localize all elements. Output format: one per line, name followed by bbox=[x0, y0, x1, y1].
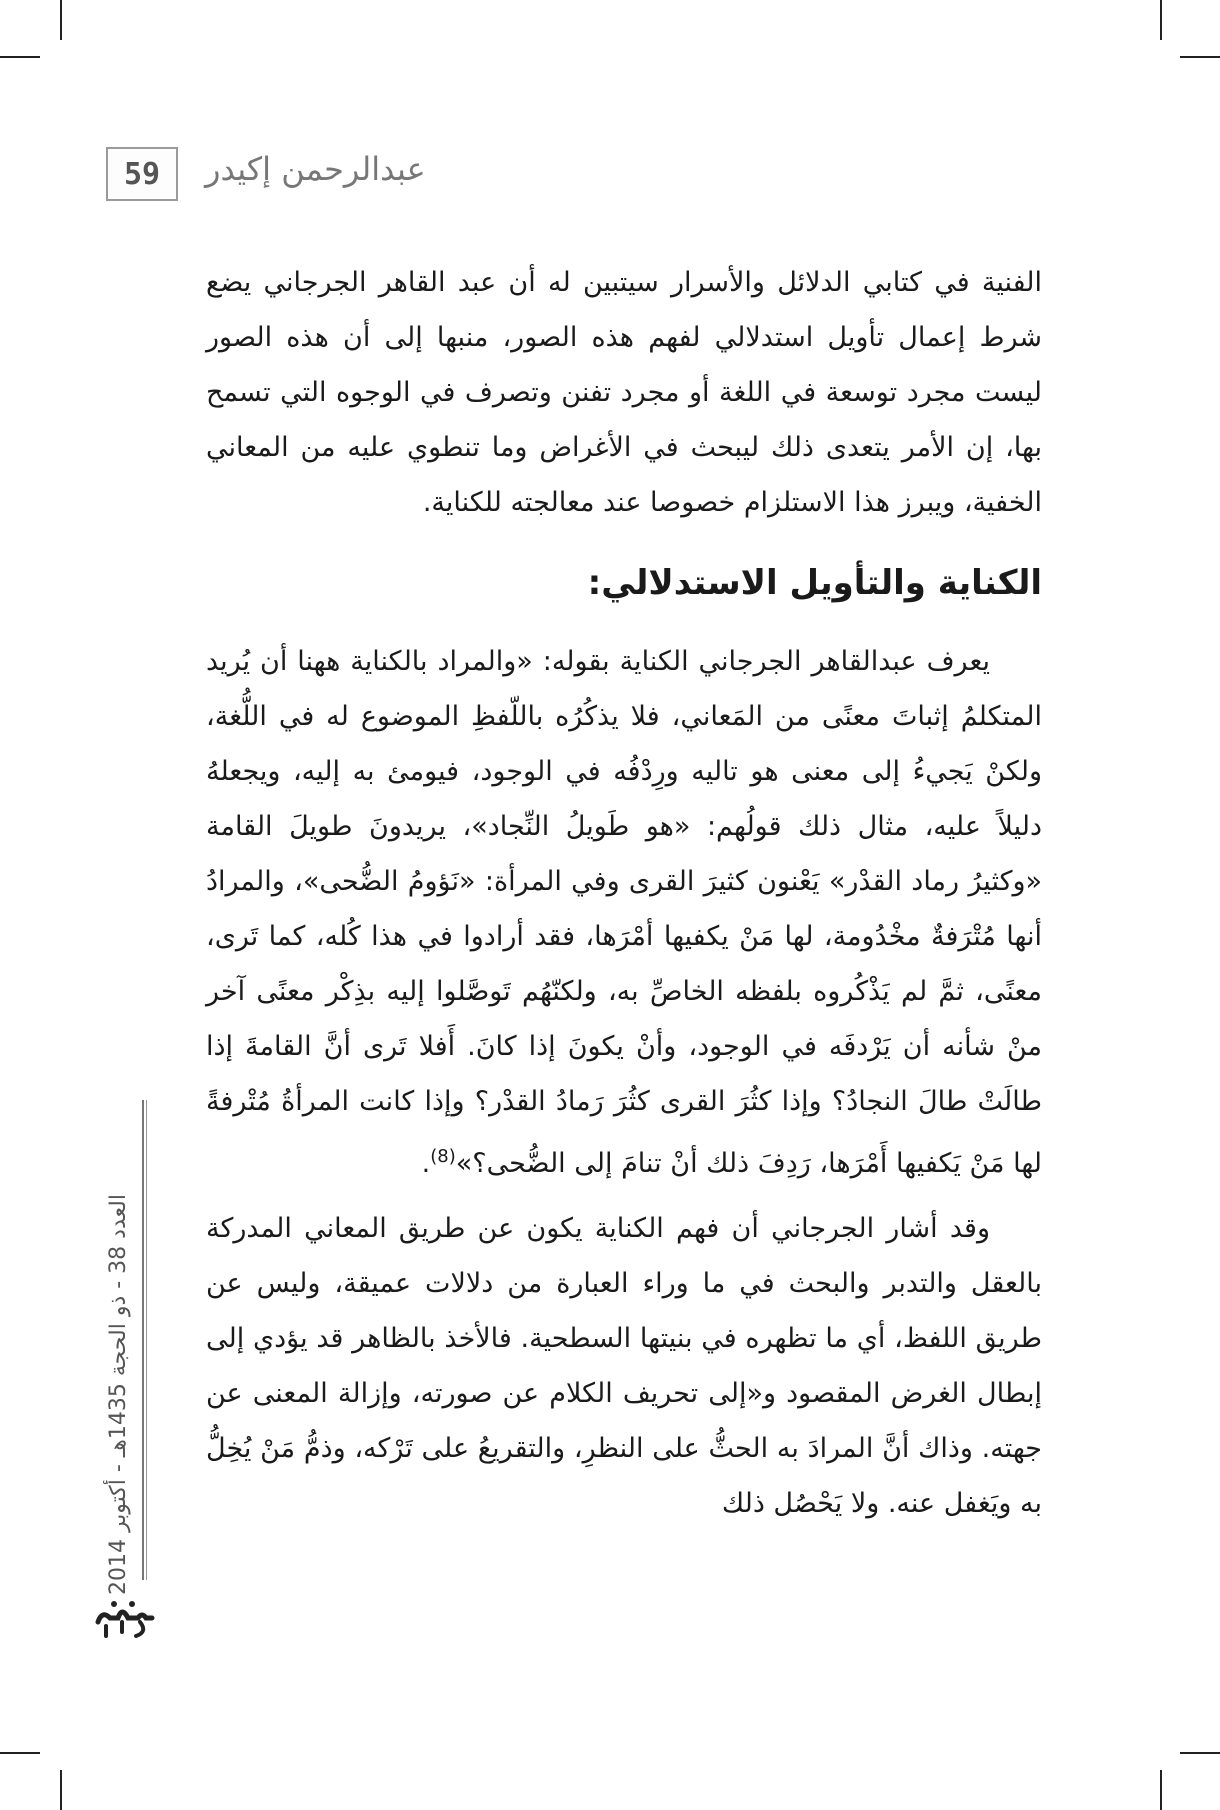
crop-mark bbox=[1180, 56, 1220, 58]
paragraph-text: يعرف عبدالقاهر الجرجاني الكناية بقوله: «والمراد بالكناية ههنا أن يُريد المتكلمُ إثباتَ معنًى من المَعاني، فلا يذكُرُه باللّفظِ الموضوع له في اللُّغة، ولكنْ يَجيءُ إلى معنى هو تاليه ورِدْفُه في الوجود، فيومئ به إليه، ويجعلهُ دليلاً عليه، مثال ذلك قولُهم: «هو طَويلُ النِّجاد»، يريدونَ طويلَ القامة «وكثيرُ رماد القدْر» يَعْنون كثيرَ القرى وفي المرأة: «نَؤومُ الضُّحى»، والمرادُ أنها مُتْرَفةٌ مخْدُومة، لها مَنْ يكفيها أمْرَها، فقد أرادوا في هذا كُله، كما تَرى، معنًى، ثمَّ لم يَذْكُروه بلفظه الخاصِّ به، ولكنّهُم تَوصَّلوا إليه بذِكْر معنًى آخر منْ شأنه أن يَرْدفَه في الوجود، وأنْ يكونَ إذا كانَ. أَفلا تَرى أنَّ القامةَ إذا طالَتْ طالَ النجادُ؟ وإذا كثُرَ القرى كثُرَ رَمادُ القدْر؟ وإذا كانت المرأةُ مُتْرفةً لها مَنْ يَكفيها أَمْرَها، رَدِفَ ذلك أنْ تنامَ إلى الضُّحى؟» bbox=[206, 646, 1042, 1179]
paragraph: وقد أشار الجرجاني أن فهم الكناية يكون عن طريق المعاني المدركة بالعقل والتدبر والبحث في ما وراء العبارة من دلالات عميقة، وليس عن طريق اللفظ، أي ما تظهره في بنيتها السطحية. فالأخذ بالظاهر قد يؤدي إلى إبطال الغرض المقصود و«إلى تحريف الكلام عن صورته، وإزالة المعنى عن جهته. وذاك أنَّ المرادَ به الحثُّ على النظرِ، والتقريعُ على تَرْكه، وذمُّ مَنْ يُخِلُّ به ويَغفل عنه. ولا يَحْصُل ذلك bbox=[206, 1213, 1042, 1519]
paragraph: الفنية في كتابي الدلائل والأسرار سيتبين له أن عبد القاهر الجرجاني يضع شرط إعمال تأويل استدلالي لفهم هذه الصور، منبها إلى أن هذه الصور ليست مجرد توسعة في اللغة أو مجرد تفنن وتصرف في الوجوه التي تسمح بها، إن الأمر يتعدى ذلك ليبحث في الأغراض وما تنطوي عليه من المعاني الخفية، ويبرز هذا الاستلزام خصوصا عند معالجته للكناية. bbox=[206, 267, 1042, 518]
paragraph-end: . bbox=[421, 1148, 431, 1179]
crop-mark bbox=[1180, 1752, 1220, 1754]
page-number: 59 bbox=[106, 147, 178, 201]
crop-mark bbox=[0, 1752, 40, 1754]
paragraph-quote bbox=[206, 634, 1042, 1191]
article-body bbox=[206, 255, 1042, 1531]
crop-mark bbox=[0, 56, 40, 58]
journal-logo bbox=[92, 1592, 158, 1644]
margin-rule bbox=[146, 1100, 147, 1580]
author-name: عبدالرحمن إكيدر bbox=[205, 150, 426, 188]
section-heading: الكناية والتأويل الاستدلالي: bbox=[587, 563, 1042, 603]
crop-mark bbox=[1160, 0, 1162, 40]
crop-mark bbox=[60, 0, 62, 40]
issue-info: العدد 38 - ذو الحجة 1435هـ - أكتوبر 2014 bbox=[106, 1194, 131, 1595]
footnote-reference[interactable]: (8) bbox=[430, 1146, 456, 1167]
crop-mark bbox=[60, 1770, 62, 1810]
crop-mark bbox=[1160, 1770, 1162, 1810]
margin-rule bbox=[142, 1100, 144, 1580]
